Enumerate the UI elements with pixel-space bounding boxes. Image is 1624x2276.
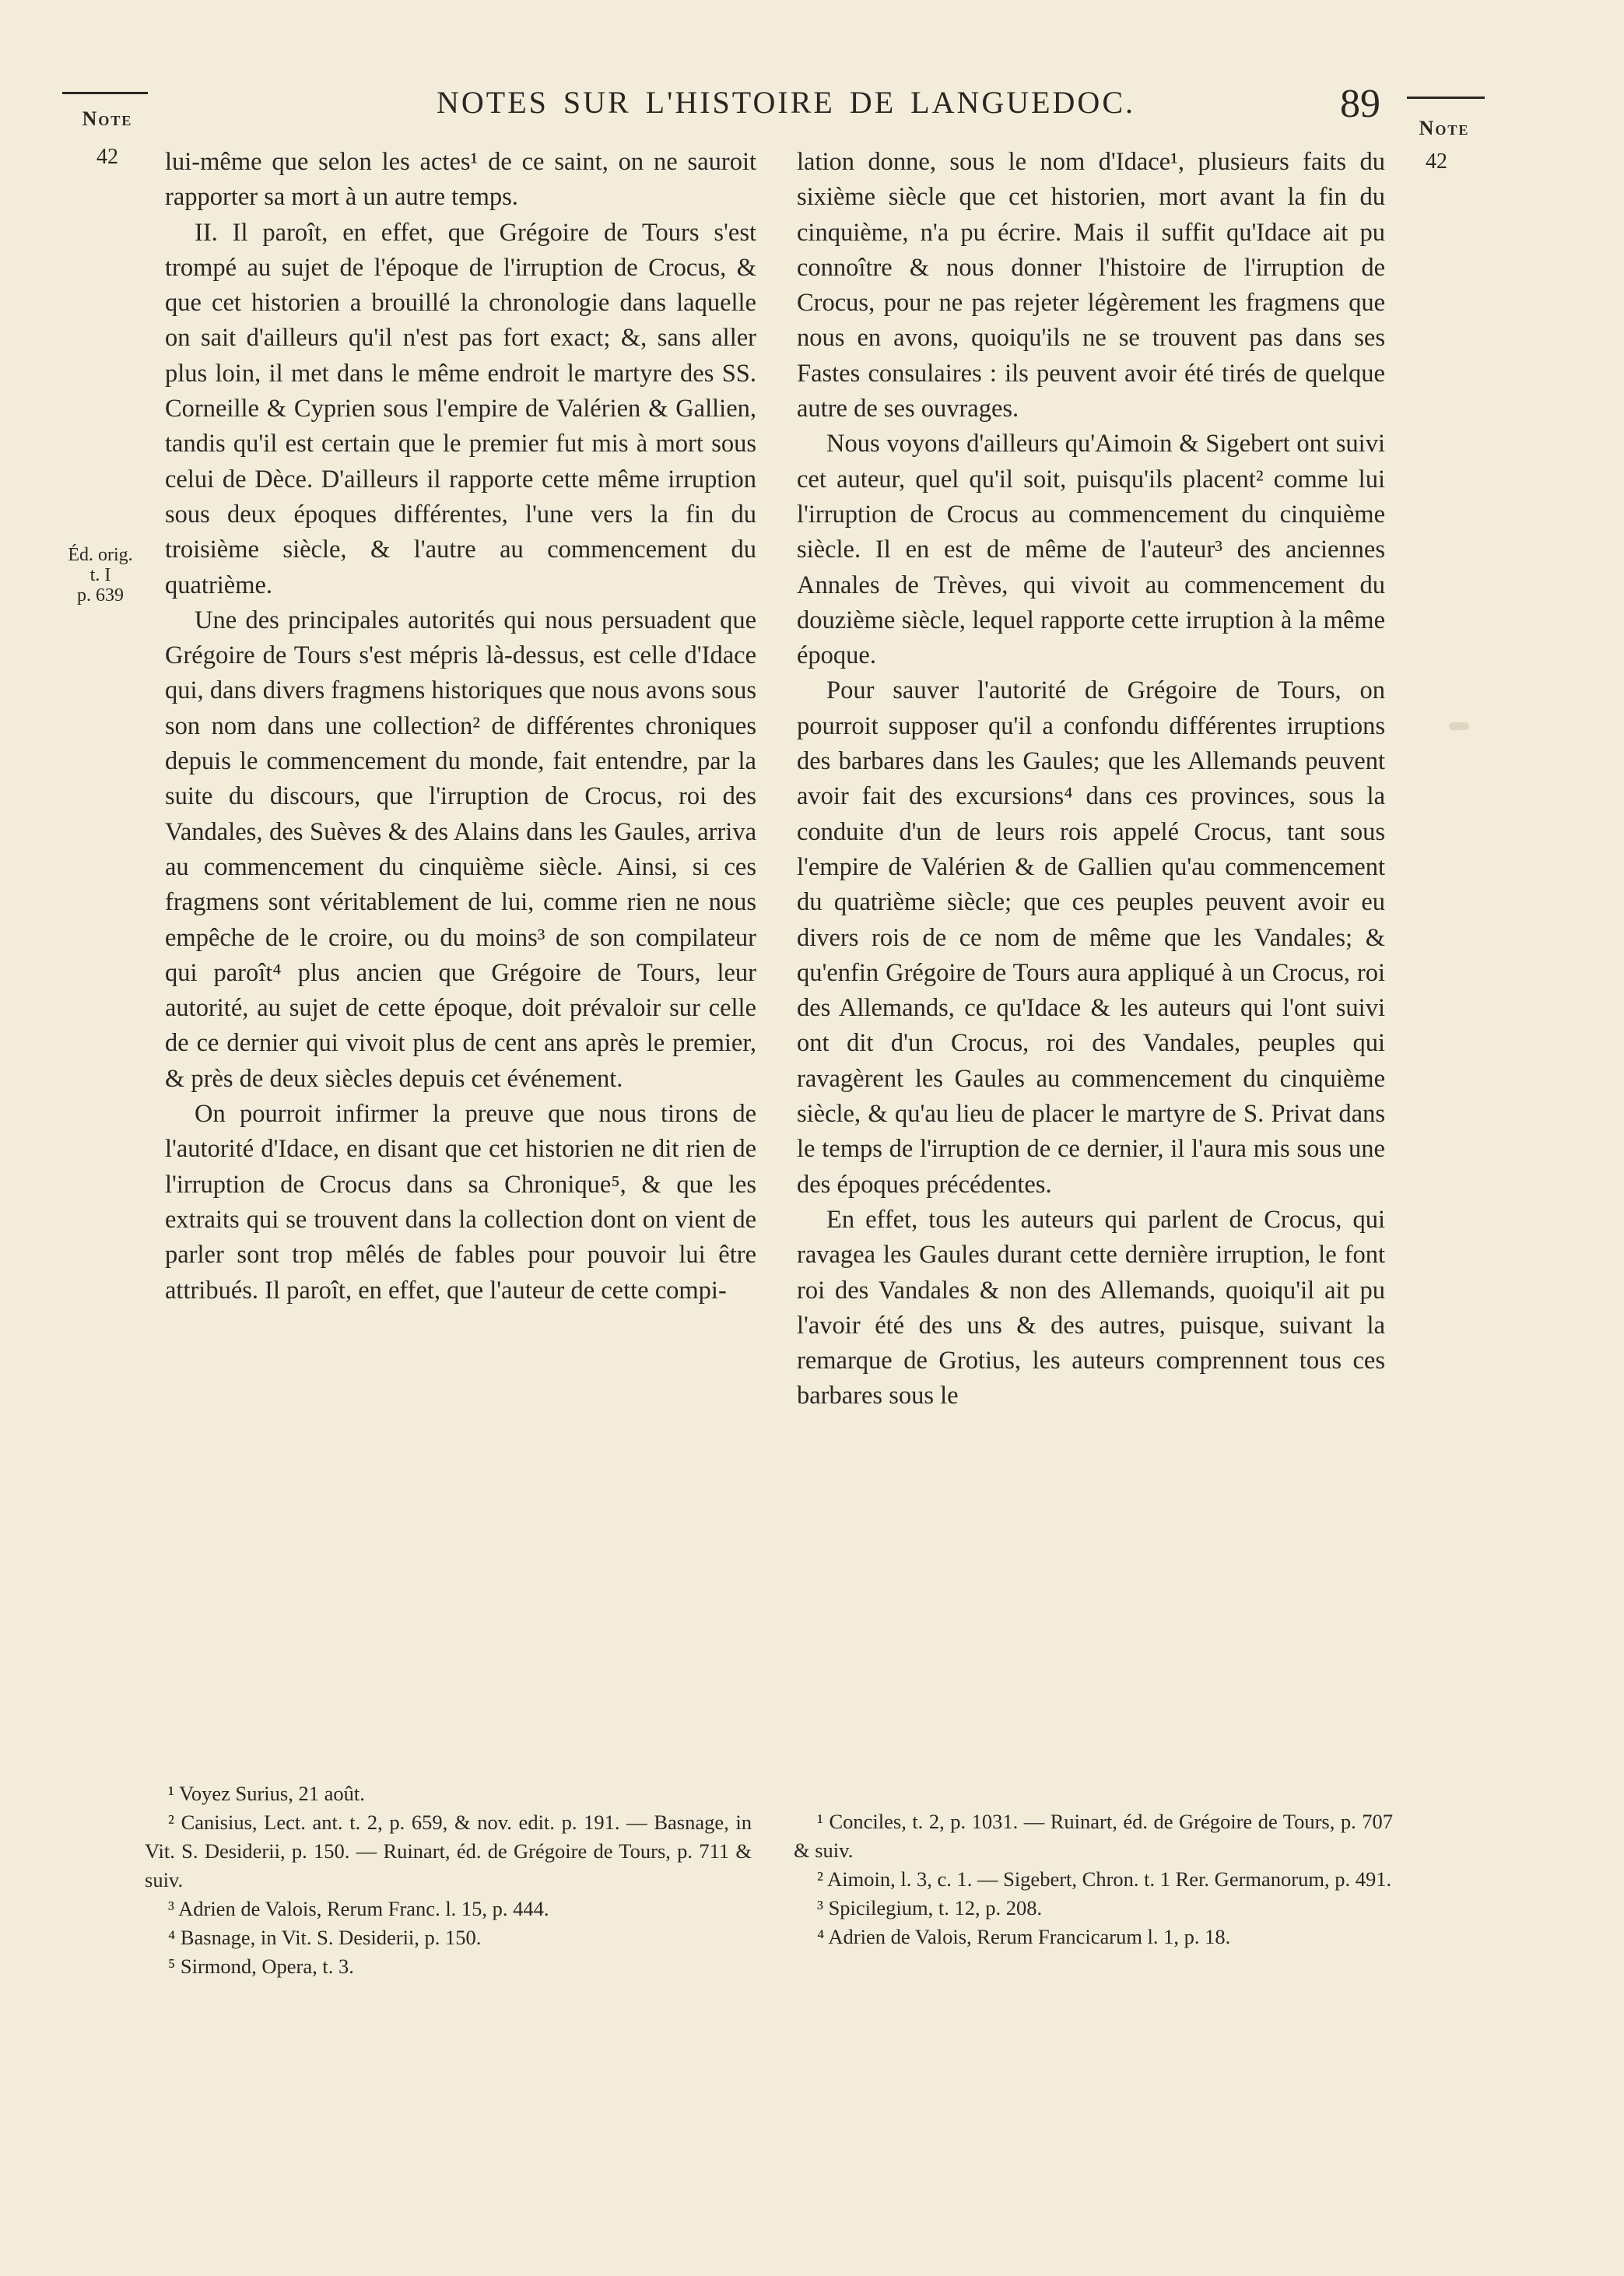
left-footnote-4: ⁴ Basnage, in Vit. S. Desiderii, p. 150. [168, 1926, 482, 1949]
right-paragraph-3: Pour sauver l'autorité de Grégoire de Tours, on pourroit supposer qu'il a confondu différentes irruptions des barbares dans les Gaules; que les Allemands peuvent avoir fait des excursions⁴ dans ces provinces, sous la conduite d'un de leurs rois appelé Crocus, tant sous l'empire de Valérien & de Gallien qu'au commencement du quatrième siècle; que ces peuples peuvent avoir eu divers rois de ce nom de même que les Vandales; & qu'enfin Grégoire de Tours aura appliqué à un Crocus, roi des Allemands, ce qu'Idace & les auteurs qui l'ont suivi ont dit d'un Crocus, roi des Vandales, peuples qui ravagèrent les Gaules au commencement du cinquième siècle, & qu'au lieu de placer le martyre de S. Privat dans le temps de l'irruption de ce dernier, il l'aura mis sous une des époques précédentes. [797, 676, 1385, 1199]
right-text-column [797, 145, 1385, 1414]
left-paragraph-2: II. Il paroît, en effet, que Grégoire de Tours s'est trompé au sujet de l'époque de l'irruption de Crocus, & que cet historien a brouillé la chronologie dans laquelle on sait d'ailleurs qu'il n'est pas fort exact; &, sans aller plus loin, il met dans le même endroit le martyre des SS. Corneille & Cyprien sous l'empire de Valérien & Gallien, tandis qu'il est certain que le premier fut mis à mort sous celui de Dèce. D'ailleurs il rapporte cette même irruption sous deux époques différentes, l'une vers la fin du troisième siècle, & l'autre au commencement du quatrième. [165, 218, 756, 599]
left-text-column [165, 145, 756, 1308]
left-footnote-1: ¹ Voyez Surius, 21 août. [168, 1782, 365, 1805]
right-margin-rule [1407, 97, 1485, 99]
page-number: 89 [1340, 82, 1380, 126]
right-footnote-2: ² Aimoin, l. 3, c. 1. — Sigebert, Chron. t. 1 Rer. Germanorum, p. 491. [817, 1867, 1392, 1891]
ink-blot [1449, 722, 1469, 730]
running-header-title: NOTES SUR L'HISTOIRE DE LANGUEDOC. [436, 85, 1135, 120]
right-paragraph-1: lation donne, sous le nom d'Idace¹, plusieurs faits du sixième siècle que cet historien, mort avant la fin du cinquième, n'a pu écrire. Mais il suffit qu'Idace ait pu connoître & nous donner l'histoire de l'irruption de Crocus, pour ne pas rejeter légèrement les fragmens que nous en avons, quoiqu'ils ne se trouvent pas dans ses Fastes consulaires : ils peuvent avoir été tirés de quelque autre de ses ouvrages. [797, 148, 1385, 423]
side-ref-line3: p. 639 [77, 585, 124, 606]
left-note-label: Note [82, 107, 133, 130]
left-margin-rule [62, 92, 148, 94]
left-footnote-2: ² Canisius, Lect. ant. t. 2, p. 659, & nov. edit. p. 191. — Basnage, in Vit. S. Desiderii, p. 150. — Ruinart, éd. de Grégoire de Tours, p. 711 & suiv. [145, 1811, 752, 1891]
right-footnotes [794, 1807, 1393, 1951]
left-paragraph-4: On pourroit infirmer la preuve que nous tirons de l'autorité d'Idace, en disant que cet historien ne dit rien de l'irruption de Crocus dans sa Chronique⁵, & que les extraits qui se trouvent dans la collection dont on vient de parler sont trop mêlés de fables pour pouvoir lui être attribués. Il paroît, en effet, que l'auteur de cette compi- [165, 1100, 756, 1305]
left-paragraph-3: Une des principales autorités qui nous persuadent que Grégoire de Tours s'est mépris là-dessus, est celle d'Idace qui, dans divers fragmens historiques que nous avons sous son nom dans une collection² de différentes chroniques depuis le commencement du monde, fait entendre, par la suite du discours, que l'irruption de Crocus, roi des Vandales, des Suèves & des Alains dans les Gaules, arriva au commencement du cinquième siècle. Ainsi, si ces fragmens sont véritablement de lui, comme rien ne nous empêche de le croire, ou du moins³ de son compilateur qui paroît⁴ plus ancien que Grégoire de Tours, leur autorité, au sujet de cette époque, doit prévaloir sur celle de ce dernier qui vivoit plus de cent ans après le premier, & près de deux siècles depuis cet événement. [165, 606, 756, 1093]
right-note-label: Note [1419, 117, 1470, 139]
left-paragraph-1: lui-même que selon les actes¹ de ce saint, on ne sauroit rapporter sa mort à un autre temps. [165, 148, 756, 212]
right-footnote-1: ¹ Conciles, t. 2, p. 1031. — Ruinart, éd. de Grégoire de Tours, p. 707 & suiv. [794, 1810, 1393, 1862]
right-paragraph-2: Nous voyons d'ailleurs qu'Aimoin & Sigebert ont suivi cet auteur, quel qu'il soit, puisqu'ils placent² comme lui l'irruption de Crocus au commencement du cinquième siècle. Il en est de même de l'auteur³ des anciennes Annales de Trèves, qui vivoit au commencement du douzième siècle, lequel rapporte cette irruption à la même époque. [797, 430, 1385, 670]
left-footnote-3: ³ Adrien de Valois, Rerum Franc. l. 15, p. 444. [168, 1897, 549, 1920]
left-footnote-5: ⁵ Sirmond, Opera, t. 3. [168, 1955, 354, 1978]
right-paragraph-4: En effet, tous les auteurs qui parlent de Crocus, qui ravagea les Gaules durant cette dernière irruption, le font roi des Vandales & non des Allemands, quoiqu'il ait pu l'avoir été des uns & des autres, puisque, suivant la remarque de Grotius, les auteurs comprennent tous ces barbares sous le [797, 1205, 1385, 1410]
right-footnote-3: ³ Spicilegium, t. 12, p. 208. [817, 1896, 1043, 1919]
left-footnotes [145, 1779, 752, 1981]
right-note-number: 42 [1426, 149, 1447, 174]
original-edition-reference [58, 545, 143, 606]
side-ref-line1: Éd. orig. [68, 545, 133, 565]
left-note-number: 42 [96, 145, 118, 169]
right-footnote-4: ⁴ Adrien de Valois, Rerum Francicarum l. 1, p. 18. [817, 1925, 1231, 1948]
side-ref-line2: t. I [89, 565, 111, 585]
